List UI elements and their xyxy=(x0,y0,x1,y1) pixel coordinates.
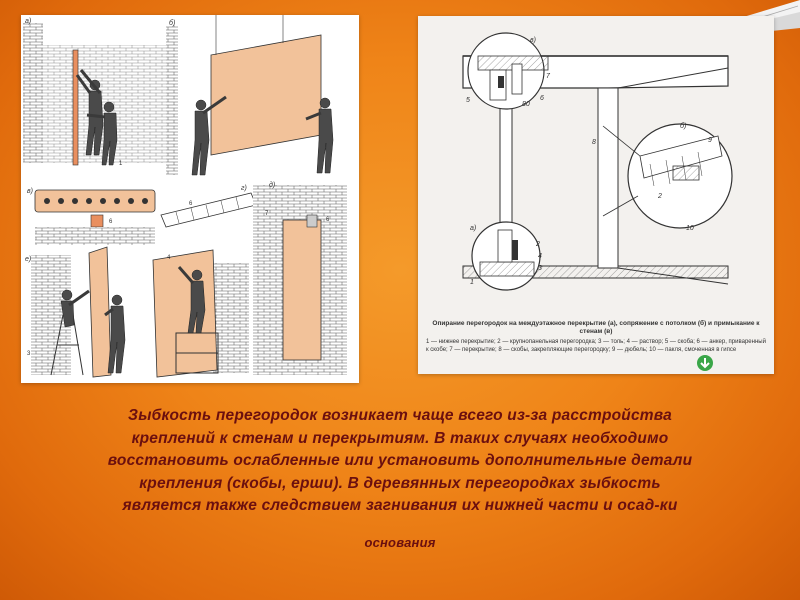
scene-g xyxy=(161,185,256,227)
svg-text:1: 1 xyxy=(119,161,123,167)
label-v: в) xyxy=(27,188,33,195)
caption-line-5: является также следствием загнивания их нижней части и осад-ки xyxy=(122,497,678,514)
left-illustration-panel xyxy=(21,15,359,383)
svg-text:6: 6 xyxy=(540,95,544,102)
caption-line-3: восстановить ослабленные или установить дополнительные детали xyxy=(107,452,693,469)
svg-text:8: 8 xyxy=(592,139,596,146)
right-diagram-panel xyxy=(418,16,774,374)
caption-line-1: Зыбкость перегородок возникает чаще всего из-за расстройства xyxy=(128,407,672,424)
label-g: г) xyxy=(241,185,247,192)
diagram-title: Опирание перегородок на междуэтажное перекрытие (а), сопряжение с потолком (б) и примыкание к стенам (в) xyxy=(432,320,760,335)
svg-text:5: 5 xyxy=(466,97,470,104)
label-b: б) xyxy=(169,20,176,27)
svg-text:7: 7 xyxy=(546,73,550,80)
scene-d xyxy=(253,181,347,375)
slide-caption xyxy=(10,405,790,518)
installation-illustration xyxy=(21,15,359,383)
scene-v xyxy=(27,188,155,245)
scene-a xyxy=(23,18,176,167)
caption-line-4: крепления (скобы, ерши). В деревянных перегородках зыбкость xyxy=(139,474,661,492)
svg-text:6: 6 xyxy=(109,219,113,225)
diagram-caption xyxy=(426,320,766,354)
diag-label-v: в) xyxy=(530,37,536,44)
svg-text:3: 3 xyxy=(27,351,31,357)
label-e: е) xyxy=(25,256,32,263)
svg-text:80: 80 xyxy=(522,101,530,108)
detail-v xyxy=(468,33,548,109)
diag-label-a: а) xyxy=(470,225,477,232)
section-diagram xyxy=(418,16,774,316)
label-d: д) xyxy=(269,182,276,189)
svg-text:3: 3 xyxy=(538,265,542,272)
detail-b xyxy=(603,124,732,228)
label-a: а) xyxy=(25,18,32,25)
scene-e xyxy=(25,247,125,377)
scene-b xyxy=(166,15,333,175)
svg-text:7: 7 xyxy=(265,211,269,217)
diagram-legend: 1 — нижнее перекрытие; 2 — крупнопанельная перегородка; 3 — толь; 4 — раствор; 5 — скоба; 6 — анкер, приваренный к скобе; 7 — перекрытие; 8 — скобы, закрепляющие перегородку; 9 — дюбель; 10 — пакля, смоченная в гипсе xyxy=(426,339,766,353)
svg-text:2: 2 xyxy=(658,193,662,200)
svg-text:4: 4 xyxy=(538,253,542,260)
svg-text:1: 1 xyxy=(470,279,474,286)
scene-scaffold xyxy=(153,250,249,377)
diag-label-b: б) xyxy=(680,123,687,130)
caption-line-2: креплений к стенам и перекрытиям. В таких случаях необходимо xyxy=(131,429,669,447)
download-arrow-icon[interactable] xyxy=(692,350,718,376)
svg-text:4: 4 xyxy=(167,255,171,261)
svg-text:6: 6 xyxy=(189,201,193,207)
caption-last-line: основания xyxy=(364,535,436,550)
svg-text:2: 2 xyxy=(536,241,540,248)
detail-a xyxy=(472,222,540,290)
svg-text:9: 9 xyxy=(708,137,712,144)
svg-text:10: 10 xyxy=(686,225,694,232)
svg-text:6: 6 xyxy=(326,217,330,223)
